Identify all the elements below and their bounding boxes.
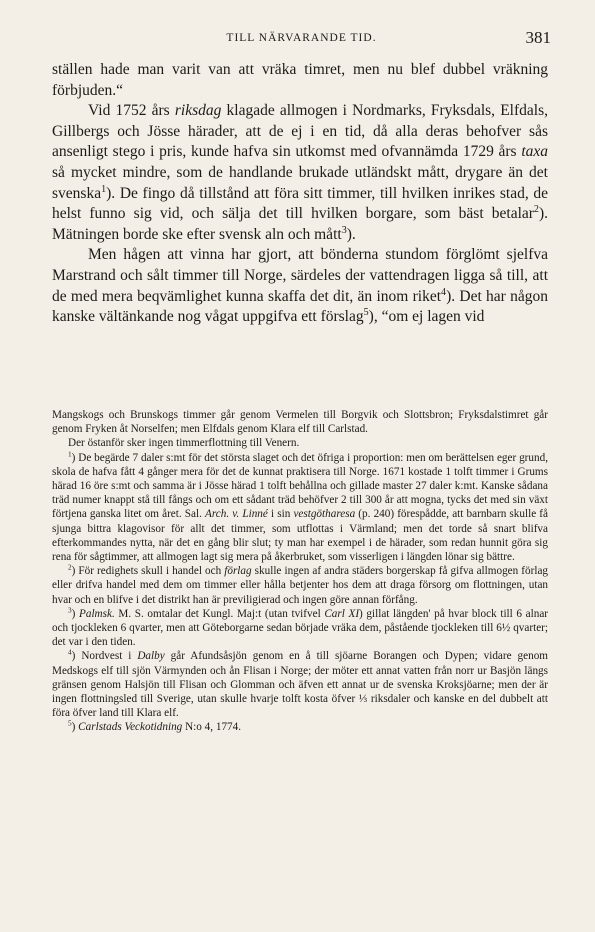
footnote-marker: 3	[68, 606, 72, 615]
footnote-4	[52, 649, 548, 720]
footnote-2	[52, 564, 548, 607]
italic-citation: Arch. v. Linné	[205, 508, 268, 521]
footnote-ref-2[interactable]: 2	[533, 204, 539, 215]
footnote-3	[52, 607, 548, 650]
footnote-marker: 1	[68, 449, 72, 458]
text-run: N:o 4, 1774.	[182, 721, 242, 734]
footnote-ref-1[interactable]: 1	[101, 183, 107, 195]
footnote-marker: 2	[68, 563, 72, 572]
paragraph-1: ställen hade man varit van att vräka timret, men nu blef dubbel vräkning förbjuden.“	[52, 61, 548, 99]
footnote-1	[52, 451, 548, 565]
text-run: )	[71, 607, 80, 620]
footnote-ref-3[interactable]: 3	[341, 224, 347, 236]
text-run: så mycket mindre, som de handlande brukade utländskt mått, drygare än det svenska	[52, 163, 548, 202]
italic-name: Carl XI	[324, 607, 360, 620]
italic-citation: Carlstads Veckotidning	[78, 721, 183, 734]
text-run: Vid 1752 års	[88, 102, 175, 120]
footnote-ref-4[interactable]: 4	[441, 286, 447, 298]
main-text	[52, 60, 548, 328]
text-run: )	[71, 721, 79, 734]
footnote-intro-2: Der östanför sker ingen timmerflottning till Venern.	[68, 437, 300, 450]
footnote-5	[52, 720, 548, 734]
page-number: 381	[525, 28, 551, 47]
footnote-intro: Mangskogs och Brunskogs timmer går genom Vermelen till Borgvik och Slottsbron; Fryksdalstimret går genom Fryken åt Norselfen; men Elfdals genom Klara elf till Carlstad.	[52, 409, 548, 436]
paragraph-3	[52, 245, 548, 327]
text-run: Men hågen att vinna har gjort, att bönderna stundom förglömt sjelfva Marstrand och sålt timmer till Norge, särdeles der vattendragen ligga så till, att de med mera beqvämlighet kunna skaffa det dit, än inom riket	[52, 246, 548, 305]
text-run: ). Det har någon kanske vältänkande nog vågat uppgifva ett förslag	[52, 287, 548, 326]
text-run: ), “om ej lagen vid	[368, 308, 485, 326]
footnote-marker: 5	[68, 719, 72, 728]
footnote-marker: 4	[68, 648, 72, 657]
text-run: skulle ingen af andra städers borgerskap få gifva allmogen förlag eller drifva handel med dem om timmer eller hålla betjenter hos dem att draga försorg om flottningen, utan hvar och en blifve i det distrikt han är previligierad och ingen göre annan förfång.	[52, 565, 549, 606]
footnote-ref-5[interactable]: 5	[363, 306, 369, 318]
italic-place: Dalby	[137, 650, 165, 663]
text-run: ) gillat längden' på hvar block till 6 alnar och tjockleken 6 qvarter, men att Göteborgarne sedan började vräka dem, påstående tjockleken till 6½ qvarter; det var i den tiden.	[52, 607, 549, 649]
footnotes	[52, 408, 548, 735]
page-header	[52, 28, 551, 50]
paragraph-2	[52, 101, 548, 245]
text-run: går Afundsåsjön genom en å till sjöarne Borangen och Dypen; vidare genom Medskogs elf till sjön Värmynden och ån Flisan i Norge; der möter ett annat vatten från norr ur Basjön längs gränsen genom Halsjön till Flisan och Glomman och äfven ett annat ur de svenska Kroksjöarne; men der är ingen flottningsled till Sverige, utan skulle hvarje tolft kosta öfver ⅓ riksdaler och kanske en del dubbelt att föra öfver land till Klara elf.	[52, 650, 548, 720]
italic-citation: vestgötharesa	[293, 508, 356, 521]
text-run: i sin	[267, 508, 294, 521]
text-run: (p. 240) förespådde, att barnbarn skulle få sjunga bittra klagovisor för allt det timmer, som utflottas i Värmland; men det torde så snart blifva efterkommandes nytta, när det en gång blir slut; ty man har exempel i de härader, som redan hunnit göra sig rena för sågtimmer, att allmogen lagt sig mera på åkerbruket, som visserligen i längden lönar sig bättre.	[52, 508, 548, 564]
italic-citation: Palmsk.	[79, 607, 115, 620]
text-run: ). Mätningen borde ske efter svensk aln och mått	[52, 205, 548, 243]
running-head: TILL NÄRVARANDE TID.	[226, 32, 377, 44]
text-run: ) För redighets skull i handel och	[71, 565, 225, 578]
text-run: ). De fingo då tillstånd att föra sitt timmer, till hvilken inrikes stad, de helst funno sig vid, och sälja det till hvilken borgare, som bäst betalar	[52, 184, 548, 223]
text-run: klagade allmogen i Nordmarks, Fryksdals, Elfdals, Gillbergs och Jösse härader, att de ej i en tid, då alla deras behofver sås ansenligt stego i pris, kunde hafva sin utkomst med ofvannämda 1729 års	[52, 102, 548, 161]
italic-term-riksdag: riksdag	[174, 102, 222, 120]
text-run: ) De begärde 7 daler s:mt för det största slaget och det öfriga i proportion: men om berättelsen eger grund, skola de hafva fått 4 gånger mera för det de kunnat praktisera till Norge. 1671 kostade 1 tolft timmer i Grums härad 16 öre s:mt och samma är i Jösse härad 1 tolft behållna och gillade master 27 daler k:mt. Kanske sådana träd numer knappt stå till fångs och om ett sådant träd behöfver 2 till 300 år att mogna, tycks det med sin växt förtjena ganska litet om året. Sal.	[52, 451, 548, 521]
text-run: M. S. omtalar det Kungl. Maj:t (utan tvifvel	[114, 607, 325, 620]
italic-term-taxa: taxa	[521, 143, 548, 161]
text-run: ).	[346, 225, 356, 243]
italic-term: förlag	[224, 565, 252, 578]
text-run: ) Nordvest i	[71, 650, 138, 663]
